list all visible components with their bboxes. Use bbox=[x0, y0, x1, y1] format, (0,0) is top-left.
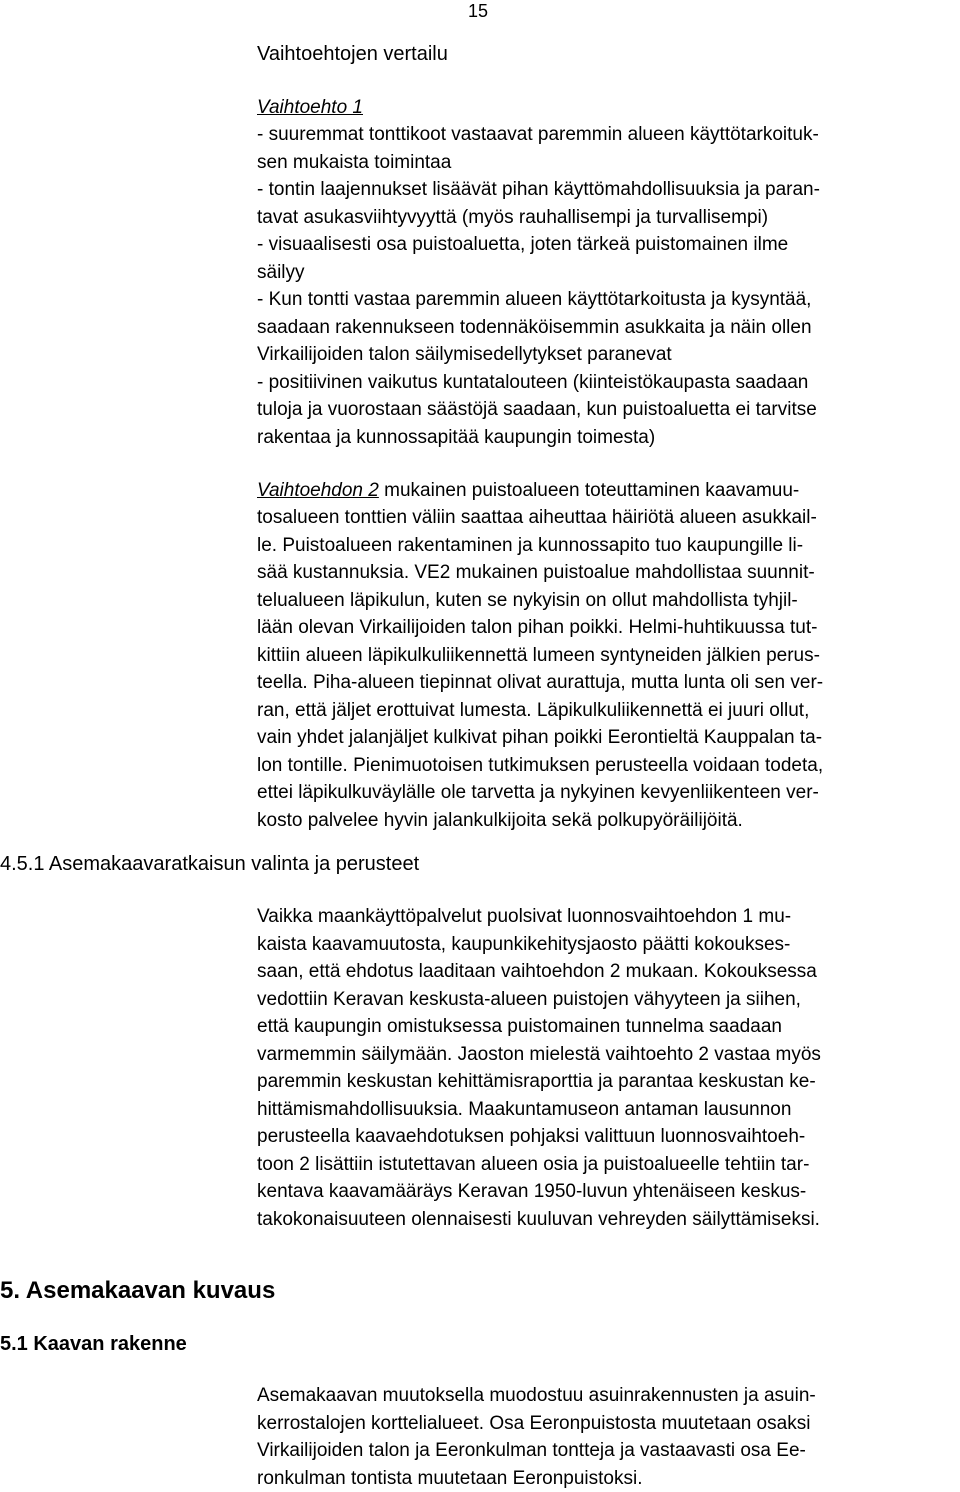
section-451-line: Vaikka maankäyttöpalvelut puolsivat luonnosvaihtoehdon 1 mu- bbox=[257, 906, 792, 927]
section-451-line: paremmin keskustan kehittämisraporttia ja parantaa keskustan ke- bbox=[257, 1071, 816, 1092]
section-title-51: 5.1 Kaavan rakenne bbox=[0, 1333, 187, 1355]
section-title-5: 5. Asemakaavan kuvaus bbox=[0, 1277, 276, 1304]
section-451-line: saan, että ehdotus laaditaan vaihtoehdon 2 mukaan. Kokouksessa bbox=[257, 961, 817, 982]
section-451-line: vedottiin Keravan keskusta-alueen puistojen vähyyteen ja siihen, bbox=[257, 988, 801, 1010]
option2-line: telualueen läpikulun, kuten se nykyisin on ollut mahdollista tyhjil- bbox=[257, 589, 798, 611]
option2-line: le. Puistoalueen rakentaminen ja kunnossapito tuo kaupungille li- bbox=[257, 534, 804, 556]
option2-line: sää kustannuksia. VE2 mukainen puistoalue mahdollistaa suunnit- bbox=[257, 562, 815, 583]
option2-line: ran, että jäljet erottuivat lumesta. Läpikulkuliikennettä ei juuri ollut, bbox=[257, 699, 810, 721]
option1-line: tuloja ja vuorostaan säästöjä saadaan, kun puistoaluetta ei tarvitse bbox=[257, 399, 817, 420]
option2-first-line-rest: mukainen puistoalueen toteuttaminen kaavamuu- bbox=[378, 480, 800, 501]
option1-line: tavat asukasviihtyvyyttä (myös rauhallisempi ja turvallisempi) bbox=[257, 206, 769, 228]
option1-line: - visuaalisesti osa puistoaluetta, joten tärkeä puistomainen ilme bbox=[257, 234, 789, 255]
section-451-line: takokonaisuuteen olennaisesti kuuluvan vehreyden säilyttämiseksi. bbox=[257, 1208, 820, 1230]
section-451-line: kentava kaavamääräys Keravan 1950-luvun yhtenäiseen keskus- bbox=[257, 1181, 807, 1202]
section-451-line: että kaupungin omistuksessa puistomainen tunnelma saadaan bbox=[257, 1016, 782, 1037]
option2-line: vain yhdet jalanjäljet kulkivat pihan poikki Eerontieltä Kauppalan ta- bbox=[257, 727, 823, 748]
option1-line: - tontin laajennukset lisäävät pihan käyttömahdollisuuksia ja paran- bbox=[257, 179, 820, 200]
section-5-line: Asemakaavan muutoksella muodostuu asuinrakennusten ja asuin- bbox=[257, 1385, 816, 1406]
section-title-451: 4.5.1 Asemakaavaratkaisun valinta ja perusteet bbox=[0, 853, 420, 875]
option2-line: lään olevan Virkailijoiden talon pihan poikki. Helmi-huhtikuussa tut- bbox=[257, 617, 818, 638]
section-451-line: perusteella kaavaehdotuksen pohjaksi valittuun luonnosvaihtoeh- bbox=[257, 1126, 806, 1147]
option2-line: teella. Piha-alueen tiepinnat olivat aurattuja, mutta lunta oli sen ver- bbox=[257, 672, 824, 693]
option2-line: tosalueen tonttien väliin saattaa aiheuttaa häiriötä alueen asukkail- bbox=[257, 507, 817, 528]
section-5-line: Virkailijoiden talon ja Eeronkulman tontteja ja vastaavasti osa Ee- bbox=[257, 1440, 806, 1461]
page-number: 15 bbox=[468, 1, 489, 21]
section-5-line: ronkulman tontista muutetaan Eeronpuistoksi. bbox=[257, 1467, 643, 1489]
section-451-line: toon 2 lisättiin istutettavan alueen osia ja puistoalueelle tehtiin tar- bbox=[257, 1153, 810, 1175]
option1-line: säilyy bbox=[257, 261, 305, 283]
option1-line: Virkailijoiden talon säilymisedellytykset paranevat bbox=[257, 344, 672, 365]
option2-first-line bbox=[257, 477, 799, 504]
option2-line: ettei läpikulkuväylälle ole tarvetta ja nykyinen kevyenliikenteen ver- bbox=[257, 782, 819, 803]
section-title-comparison: Vaihtoehtojen vertailu bbox=[257, 43, 448, 65]
option1-line: - suuremmat tonttikoot vastaavat paremmin alueen käyttötarkoituk- bbox=[257, 124, 819, 145]
option1-heading: Vaihtoehto 1 bbox=[257, 97, 363, 118]
section-451-line: hittämismahdollisuuksia. Maakuntamuseon antaman lausunnon bbox=[257, 1098, 792, 1120]
option1-line: rakentaa ja kunnossapitää kaupungin toimesta) bbox=[257, 426, 656, 448]
option2-link: Vaihtoehdon 2 bbox=[257, 480, 379, 501]
option1-line: sen mukaista toimintaa bbox=[257, 151, 452, 173]
section-5-line: kerrostalojen korttelialueet. Osa Eeronpuistosta muutetaan osaksi bbox=[257, 1412, 811, 1434]
option1-line: saadaan rakennukseen todennäköisemmin asukkaita ja näin ollen bbox=[257, 316, 812, 338]
option2-line: kosto palvelee hyvin jalankulkijoita sekä polkupyöräilijöitä. bbox=[257, 809, 743, 831]
section-451-line: varmemmin säilymään. Jaoston mielestä vaihtoehto 2 vastaa myös bbox=[257, 1043, 821, 1065]
section-451-line: kaista kaavamuutosta, kaupunkikehitysjaosto päätti kokoukses- bbox=[257, 933, 791, 955]
option1-line: - positiivinen vaikutus kuntatalouteen (kiinteistökaupasta saadaan bbox=[257, 371, 809, 393]
option2-line: kittiin alueen läpikulkuliikennettä lumeen syntyneiden jälkien perus- bbox=[257, 644, 820, 666]
option2-line: lon tontille. Pienimuotoisen tutkimuksen perusteella voidaan todeta, bbox=[257, 754, 824, 776]
option1-line: - Kun tontti vastaa paremmin alueen käyttötarkoitusta ja kysyntää, bbox=[257, 289, 812, 310]
